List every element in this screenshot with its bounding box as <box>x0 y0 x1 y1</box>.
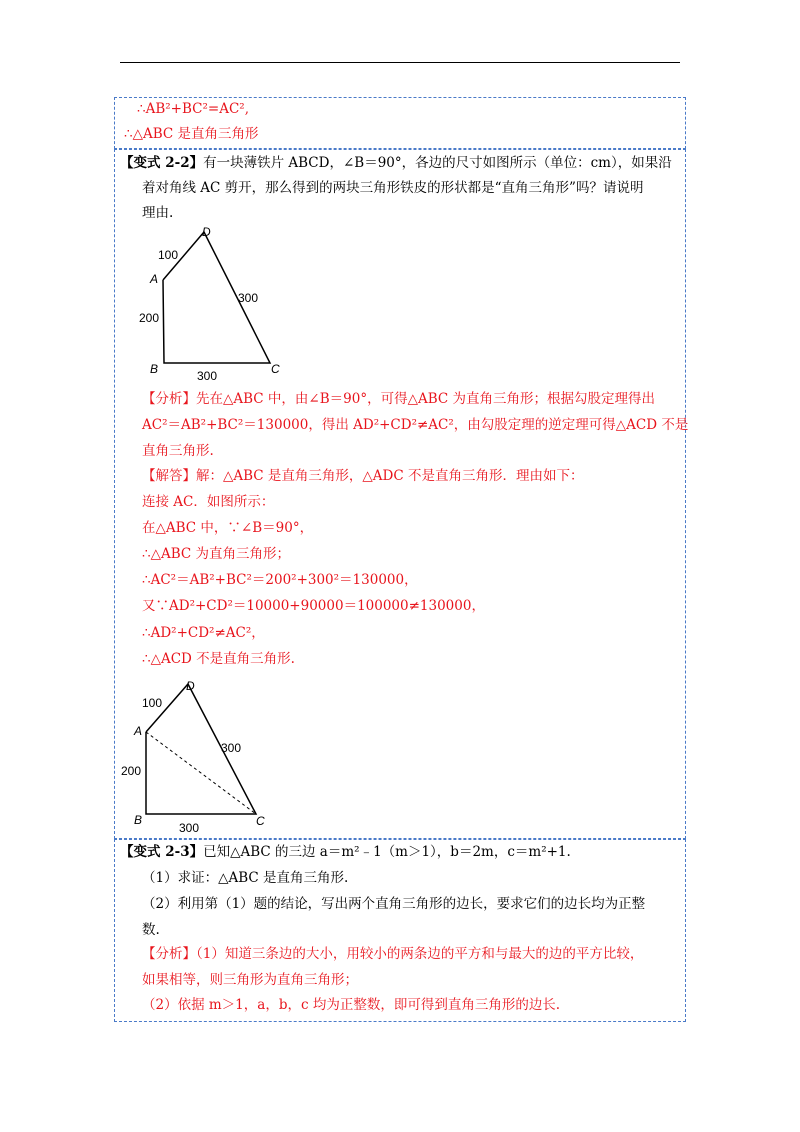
analysis23-tag: 【分析】 <box>142 946 196 962</box>
figure2-label-b: B <box>134 813 143 827</box>
analysis22-tag: 【分析】 <box>142 391 196 407</box>
figure2-label-c: C <box>256 814 265 828</box>
q22-line2: 着对角线 AC 剪开，那么得到的两块三角形铁皮的形状都是“直角三角形”吗？请说明 <box>142 180 644 196</box>
figure2-label-d: D <box>186 679 195 693</box>
analysis22-line1 <box>142 389 655 409</box>
q23-tag: 【变式 2-3】 <box>120 844 204 860</box>
figure2-length-cd: 300 <box>221 741 242 755</box>
analysis22-line2: AC²＝AB²+BC²＝130000，得出 AD²+CD²≠AC²，由勾股定理的逆定理可得△ACD 不是 <box>142 417 689 433</box>
figure1-length-cd: 300 <box>238 291 259 305</box>
answer22-line5: ∴AC²＝AB²+BC²＝200²+300²＝130000， <box>142 572 418 588</box>
analysis22-text1: 先在△ABC 中，由∠B＝90°，可得△ABC 为直角三角形；根据勾股定理得出 <box>196 391 656 407</box>
answer22-line7: ∴AD²+CD²≠AC²， <box>142 625 265 641</box>
q23-part2b: 数. <box>142 922 160 938</box>
analysis23-text1: （1）知道三条边的大小，用较小的两条边的平方和与最大的边的平方比较， <box>196 946 644 962</box>
figure2-length-bc: 300 <box>179 821 200 835</box>
answer22-line4: ∴△ABC 为直角三角形； <box>142 546 291 562</box>
figure1-length-bc: 300 <box>197 369 218 383</box>
figure2-length-ab: 200 <box>121 764 142 778</box>
figure1-length-ad: 100 <box>158 248 179 262</box>
quadrilateral-figure-1 <box>130 222 300 387</box>
header-rule <box>120 62 680 63</box>
answer22-line6: 又∵AD²+CD²＝10000+90000＝100000≠130000， <box>142 598 485 614</box>
answer22-line2: 连接 AC．如图所示： <box>142 494 275 510</box>
q23-text1: 已知△ABC 的三边 a＝m²﹣1（m＞1），b＝2m，c＝m²+1. <box>203 844 571 860</box>
figure1-length-ab: 200 <box>139 311 160 325</box>
figure1-label-b: B <box>150 362 159 376</box>
quadrilateral-figure-2 <box>115 674 290 838</box>
answer22-line8: ∴△ACD 不是直角三角形. <box>142 651 295 667</box>
q22-line1 <box>120 153 672 173</box>
analysis23-line2: 如果相等，则三角形为直角三角形； <box>142 972 358 988</box>
q22-text1: 有一块薄铁片 ABCD，∠B＝90°，各边的尺寸如图所示（单位：cm），如果沿 <box>203 155 672 171</box>
answer22-line1 <box>142 466 584 486</box>
q23-line1 <box>120 842 571 862</box>
box1-line1: ∴AB²+BC²=AC², <box>137 101 249 117</box>
q23-part1: （1）求证：△ABC 是直角三角形. <box>142 870 349 886</box>
figure1-label-d: D <box>202 225 211 239</box>
q23-part2a: （2）利用第（1）题的结论，写出两个直角三角形的边长，要求它们的边长均为正整 <box>142 896 646 912</box>
analysis23-line1 <box>142 944 643 964</box>
q22-tag: 【变式 2-2】 <box>120 155 204 171</box>
answer22-line3: 在△ABC 中，∵∠B＝90°， <box>142 520 314 536</box>
figure2-label-a: A <box>134 724 143 738</box>
figure2-length-ad: 100 <box>142 696 163 710</box>
answer22-text1: 解：△ABC 是直角三角形，△ADC 不是直角三角形．理由如下： <box>196 468 584 484</box>
q22-line3: 理由. <box>142 205 174 221</box>
figure1-label-c: C <box>271 362 280 376</box>
analysis22-line3: 直角三角形. <box>142 443 214 459</box>
analysis23-line3: （2）依据 m＞1，a，b，c 均为正整数，即可得到直角三角形的边长. <box>142 997 561 1013</box>
box1-line2: ∴△ABC 是直角三角形 <box>124 126 259 142</box>
answer22-tag: 【解答】 <box>142 468 196 484</box>
figure1-label-a: A <box>150 272 159 286</box>
